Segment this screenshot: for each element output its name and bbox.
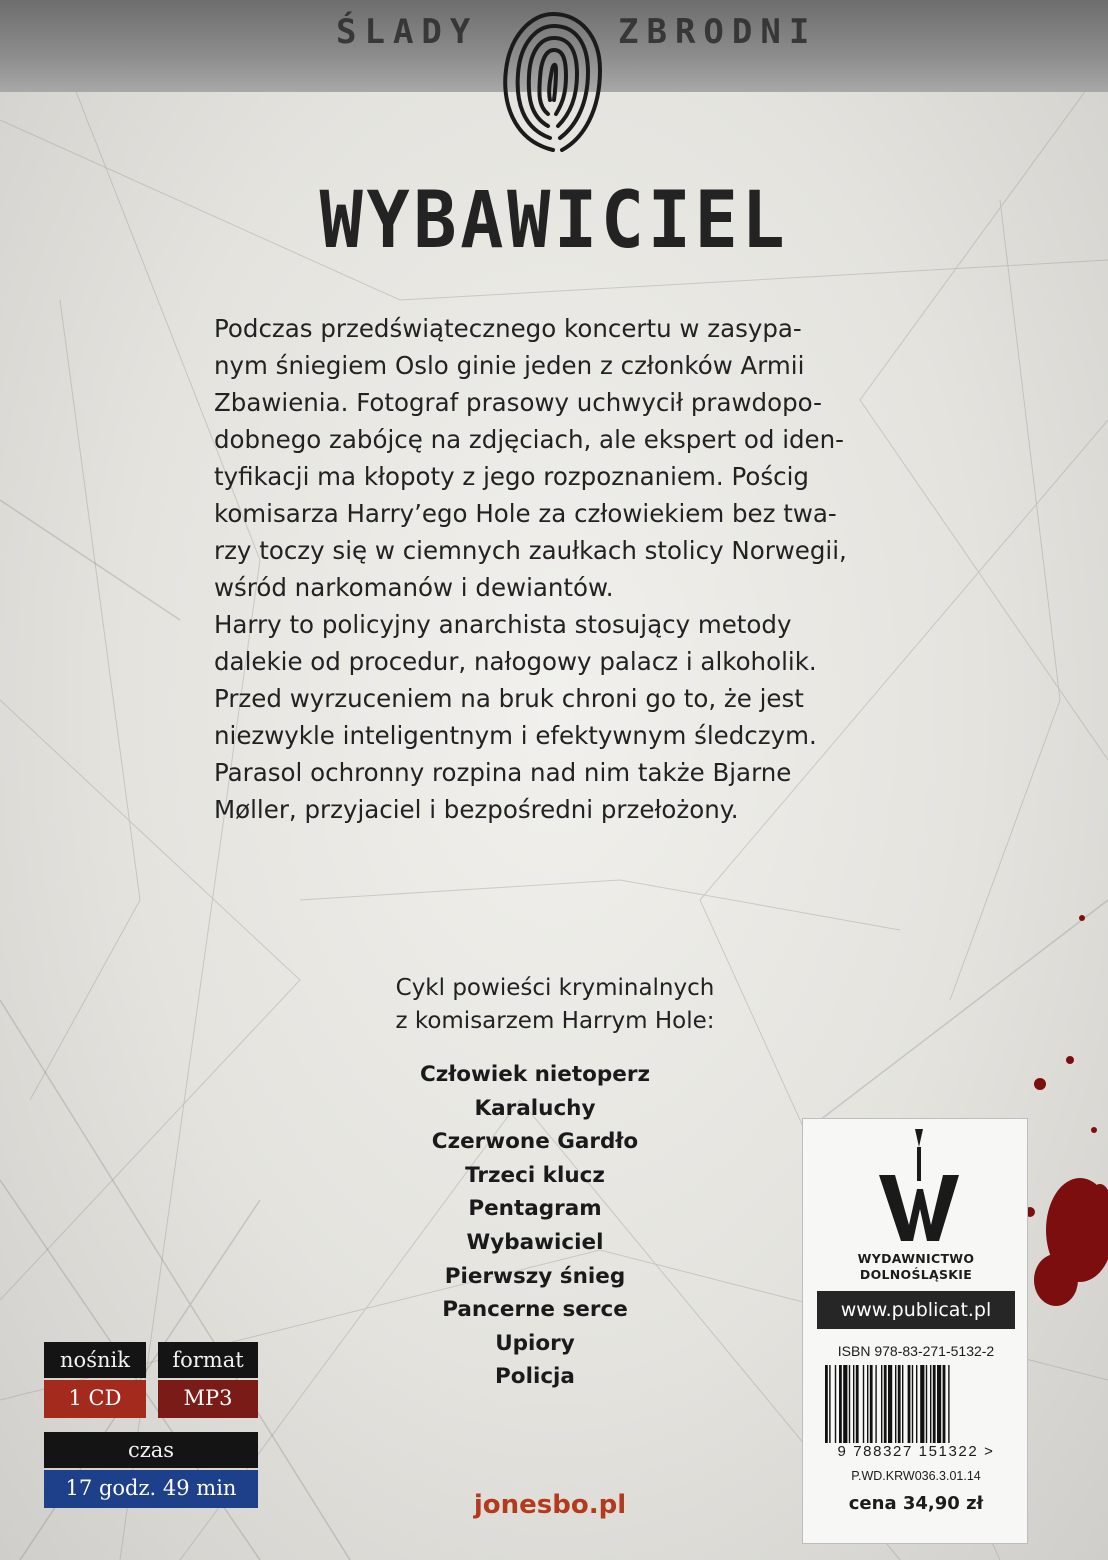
publisher-name-line: WYDAWNICTWO <box>857 1251 975 1266</box>
barcode-bar <box>825 1365 828 1443</box>
price: cena 34,90 zł <box>848 1493 984 1514</box>
format-value: MP3 <box>158 1380 258 1418</box>
blurb-line: Przed wyrzuceniem na bruk chroni go to, że jest <box>214 684 804 713</box>
publisher-website-link[interactable]: www.publicat.pl <box>817 1291 1015 1329</box>
barcode-bar <box>881 1365 882 1443</box>
blurb-line: tyfikacji ma kłopoty z jego rozpoznaniem. Pościg <box>214 462 809 491</box>
barcode-digits: 9 788327 151322 > <box>837 1443 995 1460</box>
blurb-line: Parasol ochronny rozpina nad nim także Bjarne <box>214 758 792 787</box>
medium-value: 1 CD <box>44 1380 146 1418</box>
barcode-bar <box>839 1365 842 1443</box>
barcode-bar <box>895 1365 896 1443</box>
blurb-line: nym śniegiem Oslo ginie jeden z członków Armii <box>214 351 805 380</box>
barcode-bar <box>933 1365 936 1443</box>
barcode-bar <box>926 1365 927 1443</box>
format-label: format <box>158 1342 258 1378</box>
publisher-name <box>803 1251 1029 1283</box>
barcode-bar <box>898 1365 901 1443</box>
blurb-line: Møller, przyjaciel i bezpośredni przełożony. <box>214 795 739 824</box>
blurb-line: Zbawienia. Fotograf prasowy uchwycił prawdopo- <box>214 388 822 417</box>
publisher-name-line: DOLNOŚLĄSKIE <box>859 1267 973 1282</box>
series-book-item: Czerwone Gardło <box>431 1129 639 1155</box>
isbn-text: ISBN 978-83-271-5132-2 <box>837 1343 995 1359</box>
series-name-right: ZBRODNI <box>618 12 818 52</box>
series-intro-line: Cykl powieści kryminalnych <box>395 975 715 1001</box>
series-intro <box>300 972 810 1038</box>
blurb-line: dalekie od procedur, nałogowy palacz i alkoholik. <box>214 647 817 676</box>
series-book-item: Pentagram <box>468 1196 602 1222</box>
book-description <box>214 310 874 828</box>
barcode-bar <box>829 1365 830 1443</box>
barcode <box>823 1365 1009 1449</box>
series-book-item: Trzeci klucz <box>465 1162 605 1188</box>
blurb-line: dobnego zabójcę na zdjęciach, ale ekspert od iden- <box>214 425 844 454</box>
barcode-bar <box>867 1365 868 1443</box>
blurb-line: Harry to policyjny anarchista stosujący metody <box>214 610 792 639</box>
series-book-item: Człowiek nietoperz <box>419 1062 651 1087</box>
blurb-line: komisarza Harry’ego Hole za człowiekiem bez twa- <box>214 499 837 528</box>
series-book-item: Upiory <box>495 1330 575 1356</box>
book-title: WYBAWICIEL <box>319 176 789 266</box>
series-book-list <box>300 1058 770 1394</box>
barcode-bar <box>930 1365 931 1443</box>
barcode-bar <box>888 1365 892 1443</box>
barcode-bar <box>870 1365 873 1443</box>
series-book-item: Karaluchy <box>474 1095 596 1121</box>
barcode-bar <box>875 1365 876 1443</box>
fingerprint-icon <box>492 0 614 160</box>
barcode-bar <box>920 1365 924 1443</box>
barcode-bar <box>902 1365 903 1443</box>
barcode-bar <box>943 1365 946 1443</box>
barcode-bar <box>916 1365 917 1443</box>
barcode-bar <box>853 1365 854 1443</box>
barcode-bar <box>948 1365 949 1443</box>
blurb-line: wśród narkomanów i dewiantów. <box>214 573 614 602</box>
barcode-bar <box>835 1365 836 1443</box>
series-book-item: Policja <box>495 1364 575 1390</box>
series-book-item: Pierwszy śnieg <box>444 1263 626 1289</box>
barcode-bar <box>912 1365 913 1443</box>
barcode-bar <box>849 1365 850 1443</box>
series-name-left: ŚLADY <box>336 12 479 52</box>
barcode-bar <box>884 1365 887 1443</box>
series-book-item: Pancerne serce <box>442 1297 628 1323</box>
blurb-line: Podczas przedświątecznego koncertu w zasypa- <box>214 314 802 343</box>
blurb-line: rzy toczy się w ciemnych zaułkach stolicy Norwegii, <box>214 536 847 565</box>
medium-label: nośnik <box>44 1342 146 1378</box>
series-book-item: Wybawiciel <box>466 1229 604 1255</box>
publisher-w-logo-icon <box>879 1129 959 1241</box>
barcode-bar <box>863 1365 864 1443</box>
barcode-bar <box>843 1365 847 1443</box>
series-intro-line: z komisarzem Harrym Hole: <box>395 1008 715 1034</box>
barcode-bar <box>856 1365 859 1443</box>
publisher-info-box <box>802 1118 1028 1544</box>
barcode-bar <box>937 1365 941 1443</box>
time-value: 17 godz. 49 min <box>44 1470 258 1508</box>
barcode-bar <box>908 1365 911 1443</box>
author-website-link[interactable]: jonesbo.pl <box>473 1490 627 1520</box>
catalog-code: P.WD.KRW036.3.01.14 <box>851 1469 981 1483</box>
blurb-line: niezwykle inteligentnym i efektywnym śledczym. <box>214 721 817 750</box>
time-label: czas <box>44 1432 258 1468</box>
